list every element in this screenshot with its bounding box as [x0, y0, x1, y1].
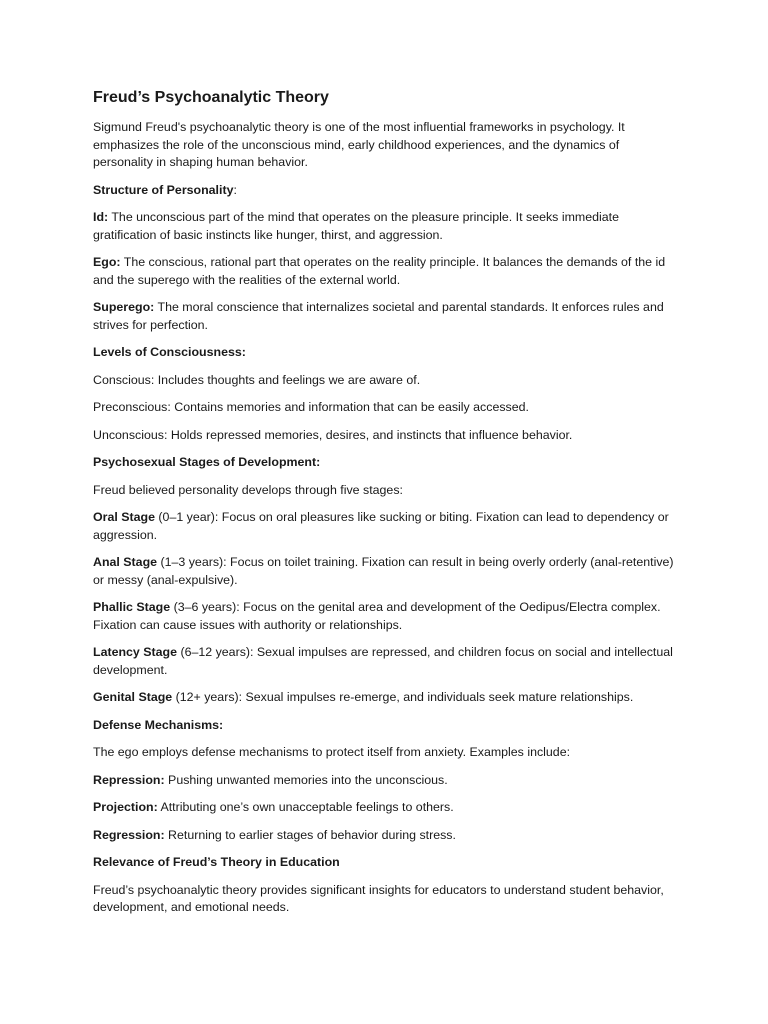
repression-label: Repression:	[93, 772, 165, 787]
superego-paragraph	[93, 299, 675, 334]
anal-stage-label: Anal Stage	[93, 555, 158, 569]
ego-label: Ego:	[93, 255, 121, 269]
latency-stage-paragraph	[93, 644, 675, 679]
projection-label: Projection:	[93, 800, 158, 814]
defense-heading: Defense Mechanisms:	[93, 717, 224, 732]
regression-label: Regression:	[93, 827, 165, 842]
anal-stage-text: (1–3 years): Focus on toilet training. Fixation can result in being overly orderly (anal-retentive) or messy (anal-expulsive).	[93, 555, 674, 587]
intro-paragraph: Sigmund Freud's psychoanalytic theory is one of the most influential frameworks in psychology. It emphasizes the role of the unconscious mind, early childhood experiences, and the dynamics of personality in shaping human behavior.	[93, 120, 625, 169]
ego-paragraph	[93, 254, 675, 289]
structure-heading	[93, 182, 675, 200]
genital-stage-text: (12+ years): Sexual impulses re-emerge, and individuals seek mature relationships.	[172, 690, 634, 704]
phallic-stage-label: Phallic Stage	[93, 600, 171, 614]
id-paragraph	[93, 209, 675, 244]
regression-paragraph	[93, 827, 675, 845]
superego-label: Superego:	[93, 300, 155, 314]
latency-stage-text: (6–12 years): Sexual impulses are repressed, and children focus on social and intellectual development.	[93, 645, 673, 677]
ego-text: The conscious, rational part that operates on the reality principle. It balances the demands of the id and the superego with the realities of the external world.	[93, 255, 666, 287]
relevance-heading: Relevance of Freud’s Theory in Education	[93, 855, 340, 869]
structure-heading-suffix: :	[233, 182, 237, 197]
latency-stage-label: Latency Stage	[93, 645, 178, 659]
repression-paragraph	[93, 772, 675, 790]
anal-stage-paragraph	[93, 554, 675, 589]
structure-heading-label: Structure of Personality	[93, 182, 234, 197]
oral-stage-text: (0–1 year): Focus on oral pleasures like sucking or biting. Fixation can lead to dependency or aggression.	[93, 510, 669, 542]
preconscious-paragraph: Preconscious: Contains memories and information that can be easily accessed.	[93, 400, 529, 414]
id-label: Id:	[93, 210, 109, 224]
oral-stage-label: Oral Stage	[93, 510, 155, 524]
genital-stage-paragraph	[93, 689, 675, 707]
stages-heading: Psychosexual Stages of Development:	[93, 455, 321, 469]
id-text: The unconscious part of the mind that operates on the pleasure principle. It seeks immediate gratification of basic instincts like hunger, thirst, and aggression.	[93, 210, 619, 242]
repression-text: Pushing unwanted memories into the unconscious.	[164, 772, 448, 787]
unconscious-paragraph: Unconscious: Holds repressed memories, desires, and instincts that influence behavior.	[93, 427, 573, 442]
superego-text: The moral conscience that internalizes societal and parental standards. It enforces rules and strives for perfection.	[93, 300, 664, 332]
levels-heading: Levels of Consciousness:	[93, 345, 246, 359]
document-page	[93, 86, 675, 927]
conscious-paragraph: Conscious: Includes thoughts and feelings we are aware of.	[93, 372, 421, 387]
genital-stage-label: Genital Stage	[93, 690, 173, 704]
defense-intro: The ego employs defense mechanisms to protect itself from anxiety. Examples include:	[93, 745, 571, 759]
oral-stage-paragraph	[93, 509, 675, 544]
projection-paragraph	[93, 799, 675, 817]
phallic-stage-text: (3–6 years): Focus on the genital area and development of the Oedipus/Electra complex. Fixation can cause issues with authority or relationships.	[93, 600, 661, 632]
regression-text: Returning to earlier stages of behavior during stress.	[164, 827, 456, 842]
document-title: Freud’s Psychoanalytic Theory	[93, 89, 329, 106]
projection-text: Attributing one’s own unacceptable feelings to others.	[157, 800, 454, 814]
phallic-stage-paragraph	[93, 599, 675, 634]
relevance-paragraph: Freud’s psychoanalytic theory provides significant insights for educators to understand student behavior, development, and emotional needs.	[93, 882, 664, 914]
stages-intro: Freud believed personality develops through five stages:	[93, 482, 403, 497]
